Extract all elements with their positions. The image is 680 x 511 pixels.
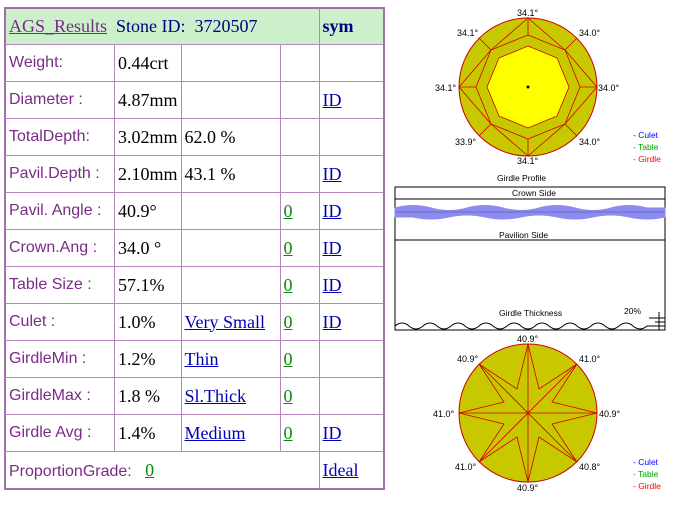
girdle-max-value: 1.8 % [115, 378, 182, 415]
empty-cell [280, 119, 319, 156]
crown-diagram [435, 8, 661, 166]
grade-cell [280, 304, 319, 341]
diameter-label: Diameter : [5, 82, 115, 119]
empty-cell [181, 230, 280, 267]
grade-cell [280, 341, 319, 378]
table-row [5, 193, 384, 230]
pavilion-facet-lines [459, 344, 597, 482]
girdle-thickness-percent: 20% [624, 306, 642, 316]
pavil-depth-value: 2.10mm [115, 156, 182, 193]
girdle-min-label: GirdleMin : [5, 341, 115, 378]
grade-cell [280, 230, 319, 267]
table-row [5, 230, 384, 267]
crown-angle-bottom: 34.1° [517, 156, 539, 166]
table-row [5, 82, 384, 119]
sym-cell [319, 193, 384, 230]
girdle-max-grade-link[interactable]: 0 [283, 385, 293, 406]
culet-desc-link[interactable]: Very Small [184, 311, 266, 332]
diameter-id-link[interactable]: ID [322, 89, 342, 110]
pavil-depth-percent: 43.1 % [181, 156, 280, 193]
crown-angle-id-link[interactable]: ID [322, 237, 342, 258]
pavilion-angle-bottom: 40.9° [517, 483, 539, 493]
table-row [5, 415, 384, 452]
pavilion-angle-bottom-right: 40.8° [579, 462, 601, 472]
pavilion-diagram [433, 334, 661, 493]
table-row [5, 156, 384, 193]
girdle-profile-title: Girdle Profile [497, 173, 547, 183]
table-row [5, 452, 384, 490]
empty-cell [181, 267, 280, 304]
girdle-min-value: 1.2% [115, 341, 182, 378]
pavilion-angle-top-right: 41.0° [579, 354, 601, 364]
pavilion-angle-right: 40.9° [599, 409, 621, 419]
empty-cell [319, 119, 384, 156]
desc-cell [181, 415, 280, 452]
header-row [5, 8, 384, 45]
crown-angle-top-left: 34.1° [457, 28, 479, 38]
crown-angle-left: 34.1° [435, 83, 457, 93]
pavilion-angle-left: 41.0° [433, 409, 455, 419]
crown-legend-girdle: - Girdle [633, 154, 661, 164]
proportion-grade-link[interactable]: 0 [145, 459, 155, 480]
ags-results-link[interactable]: AGS_Results [9, 16, 108, 36]
grade-cell [280, 267, 319, 304]
crown-angle-bottom-right: 34.0° [579, 137, 601, 147]
overall-grade-link[interactable]: Ideal [322, 459, 359, 480]
grade-cell [280, 193, 319, 230]
crown-angle-top: 34.1° [517, 8, 539, 18]
sym-cell [319, 230, 384, 267]
table-size-grade-link[interactable]: 0 [283, 274, 293, 295]
pavilion-angle-bottom-left: 41.0° [455, 462, 477, 472]
desc-cell [181, 378, 280, 415]
crown-angle-right: 34.0° [598, 83, 620, 93]
desc-cell [181, 304, 280, 341]
crown-legend-culet: - Culet [633, 130, 659, 140]
sym-label: sym [322, 16, 354, 36]
girdle-avg-grade-link[interactable]: 0 [283, 422, 293, 443]
girdle-avg-label: Girdle Avg : [5, 415, 115, 452]
crown-angle-grade-link[interactable]: 0 [283, 237, 293, 258]
weight-label: Weight: [5, 45, 115, 82]
table-size-value: 57.1% [115, 267, 182, 304]
diamond-diagrams [393, 0, 680, 511]
empty-cell [319, 341, 384, 378]
table-row [5, 119, 384, 156]
girdle-min-grade-link[interactable]: 0 [283, 348, 293, 369]
table-row [5, 267, 384, 304]
sym-cell [319, 415, 384, 452]
pavil-angle-value: 40.9° [115, 193, 182, 230]
crown-angle-label: Crown.Ang : [5, 230, 115, 267]
pavil-depth-id-link[interactable]: ID [322, 163, 342, 184]
weight-value: 0.44crt [115, 45, 182, 82]
culet-label: Culet : [5, 304, 115, 341]
crown-legend-table: - Table [633, 142, 659, 152]
culet-grade-link[interactable]: 0 [283, 311, 293, 332]
proportion-grade-label: ProportionGrade: [9, 462, 132, 480]
empty-cell [181, 193, 280, 230]
girdle-avg-desc-link[interactable]: Medium [184, 422, 246, 443]
pavilion-angle-top-left: 40.9° [457, 354, 479, 364]
desc-cell [181, 341, 280, 378]
crown-angle-value: 34.0 ° [115, 230, 182, 267]
proportion-grade-cell [5, 452, 319, 490]
pavilion-legend-culet: - Culet [633, 457, 659, 467]
header-cell [5, 8, 319, 45]
pavil-depth-label: Pavil.Depth : [5, 156, 115, 193]
girdle-avg-id-link[interactable]: ID [322, 422, 342, 443]
table-row [5, 45, 384, 82]
pavilion-side-label: Pavilion Side [499, 230, 549, 240]
crown-angle-bottom-left: 33.9° [455, 137, 477, 147]
sym-header [319, 8, 384, 45]
diameter-value: 4.87mm [115, 82, 182, 119]
pavilion-legend-table: - Table [633, 469, 659, 479]
culet-value: 1.0% [115, 304, 182, 341]
grade-cell [280, 378, 319, 415]
crown-culet-dot [527, 86, 530, 89]
empty-cell [319, 45, 384, 82]
sym-cell [319, 304, 384, 341]
girdle-avg-value: 1.4% [115, 415, 182, 452]
table-row [5, 304, 384, 341]
pavil-angle-id-link[interactable]: ID [322, 200, 342, 221]
pavilion-angle-top: 40.9° [517, 334, 539, 344]
pavil-angle-grade-link[interactable]: 0 [283, 200, 293, 221]
stone-id-value: 3720507 [194, 16, 258, 36]
total-depth-value: 3.02mm [115, 119, 182, 156]
crown-side-label: Crown Side [512, 188, 556, 198]
sym-cell [319, 156, 384, 193]
table-row [5, 341, 384, 378]
girdle-max-label: GirdleMax : [5, 378, 115, 415]
table-size-label: Table Size : [5, 267, 115, 304]
total-depth-label: TotalDepth: [5, 119, 115, 156]
sym-cell [319, 267, 384, 304]
girdle-profile [395, 173, 665, 330]
culet-id-link[interactable]: ID [322, 311, 342, 332]
stone-id-label: Stone ID: [116, 16, 186, 36]
results-table [4, 7, 385, 490]
girdle-thickness-label: Girdle Thickness [499, 308, 563, 318]
grade-cell [280, 415, 319, 452]
empty-cell [181, 82, 280, 119]
table-size-id-link[interactable]: ID [322, 274, 342, 295]
girdle-max-desc-link[interactable]: Sl.Thick [184, 385, 247, 406]
sym-cell [319, 452, 384, 490]
empty-cell [280, 45, 319, 82]
girdle-min-desc-link[interactable]: Thin [184, 348, 219, 369]
empty-cell [280, 156, 319, 193]
crown-angle-top-right: 34.0° [579, 28, 601, 38]
table-row [5, 378, 384, 415]
total-depth-percent: 62.0 % [181, 119, 280, 156]
empty-cell [181, 45, 280, 82]
pavilion-legend-girdle: - Girdle [633, 481, 661, 491]
sym-cell [319, 82, 384, 119]
empty-cell [280, 82, 319, 119]
empty-cell [319, 378, 384, 415]
pavil-angle-label: Pavil. Angle : [5, 193, 115, 230]
